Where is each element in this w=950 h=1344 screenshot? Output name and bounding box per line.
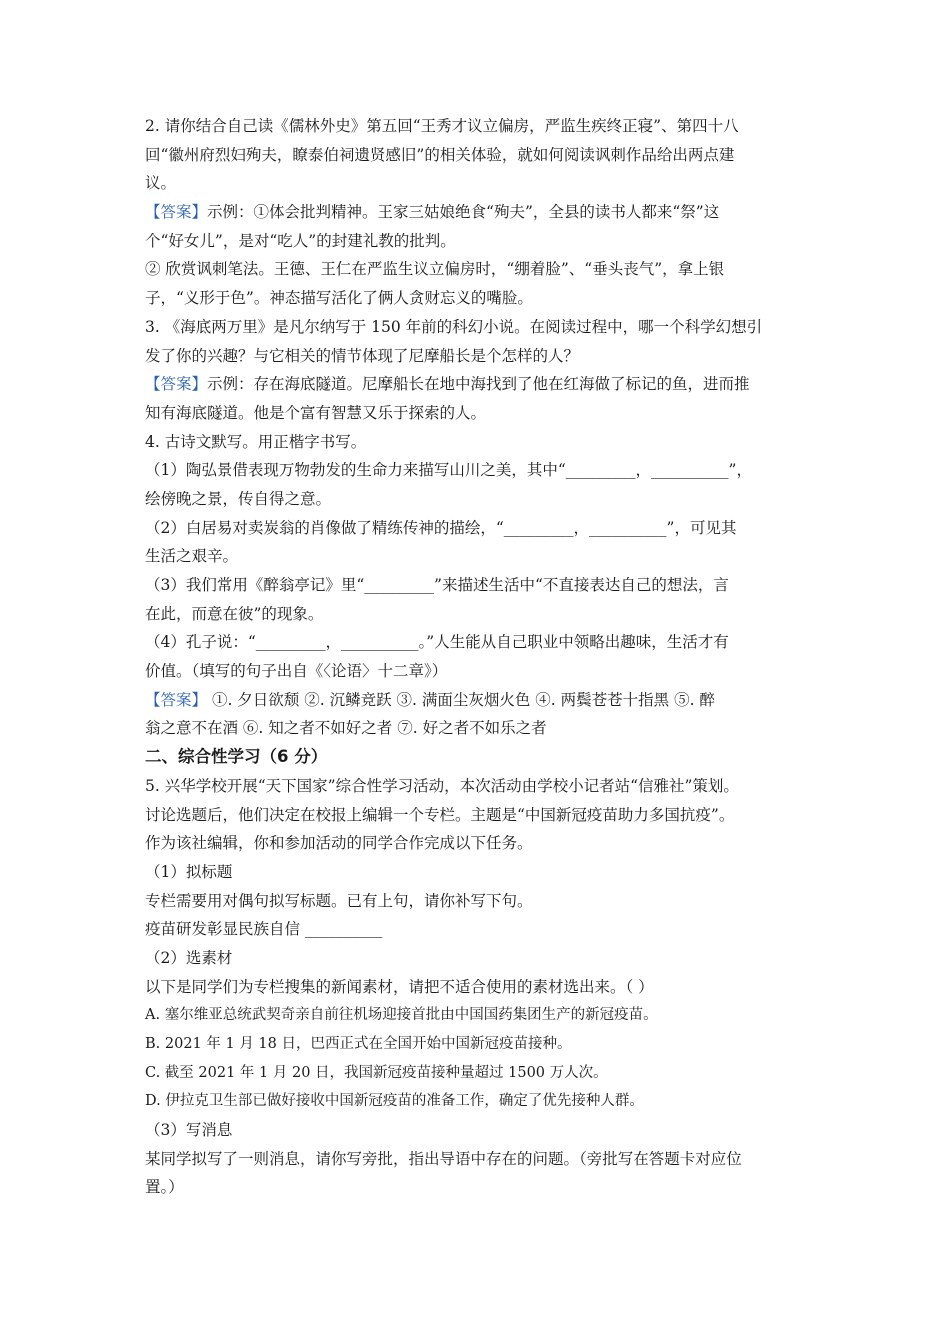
q4-answer-line-1 <box>145 686 810 715</box>
q5-line-3: 作为该社编辑，你和参加活动的同学合作完成以下任务。 <box>145 834 533 853</box>
q4-answer-line-2: 翁之意不在酒 ⑥. 知之者不如好之者 ⑦. 好之者不如乐之者 <box>145 719 547 738</box>
option-a: A. 塞尔维亚总统武契奇亲自前往机场迎接首批由中国国药集团生产的新冠疫苗。 <box>145 1007 658 1024</box>
q2-answer-line-4: 子，“义形于色”。神态描写活化了俩人贪财忘义的嘴脸。 <box>145 289 533 308</box>
answer-tag: 【答案】 <box>145 203 208 222</box>
q5-line-5: 专栏需要用对偶句拟写标题。已有上句，请你补写下句。 <box>145 891 533 910</box>
q4-line-3: 绘傍晚之景，传自得之意。 <box>145 489 332 508</box>
q5-tail-line-3: 置。） <box>145 1178 184 1197</box>
q2-line-1: 2. 请你结合自己读《儒林外史》第五回“王秀才议立偏房，严监生疾终正寝”、第四十八 <box>145 117 739 135</box>
q5-line-7: （2）选素材 <box>145 948 233 967</box>
q4-line-6: （3）我们常用《醉翁亭记》里“_________”来描述生活中“不直接表达自己的想法，言 <box>145 576 729 594</box>
q5-line-2: 讨论选题后，他们决定在校报上编辑一个专栏。主题是“中国新冠疫苗助力多国抗疫”。 <box>145 805 735 824</box>
q5-tail-line-2: 某同学拟写了一则消息，请你写旁批，指出导语中存在的问题。（旁批写在答题卡对应位 <box>145 1149 742 1168</box>
q4-line-1: 4. 古诗文默写。用正楷字书写。 <box>145 432 367 451</box>
q4-answer-text-1: ①. 夕日欲颓 ②. 沉鳞竞跃 ③. 满面尘灰烟火色 ④. 两鬓苍苍十指黑 ⑤. 醉 <box>207 690 715 709</box>
q3-answer-line-2: 知有海底隧道。他是个富有智慧又乐于探索的人。 <box>145 403 487 422</box>
q5-tail-line-1: （3）写消息 <box>145 1121 233 1140</box>
q5-line-6: 疫苗研发彰显民族自信 __________ <box>145 920 383 939</box>
option-b: B. 2021 年 1 月 18 日，巴西正式在全国开始中国新冠疫苗接种。 <box>145 1036 572 1052</box>
q3-line-2: 发了你的兴趣？与它相关的情节体现了尼摩船长是个怎样的人？ <box>145 346 580 365</box>
q3-answer-line-1 <box>145 370 810 399</box>
q4-line-9: 价值。（填写的句子出自《〈论语〉十二章》） <box>145 662 448 681</box>
q5-line-8: 以下是同学们为专栏搜集的新闻素材，请把不适合使用的素材选出来。（ ） <box>145 977 654 996</box>
q5-line-4: （1）拟标题 <box>145 862 233 881</box>
section-heading: 二、综合性学习（6 分） <box>145 747 328 767</box>
document-page <box>145 112 810 1202</box>
q4-line-4: （2）白居易对卖炭翁的肖像做了精练传神的描绘，“_________，__________”，可见其 <box>145 518 737 537</box>
q2-answer-line-2: 个“好女儿”，是对“吃人”的封建礼教的批判。 <box>145 231 456 250</box>
q3-answer-text-1: 示例：存在海底隧道。尼摩船长在地中海找到了他在红海做了标记的鱼，进而推 <box>207 375 750 394</box>
q4-line-8: （4）孔子说：“_________，__________。”人生能从自己职业中领略出趣味，生活才有 <box>145 633 729 652</box>
q3-line-1: 3. 《海底两万里》是凡尔纳写于 150 年前的科幻小说。在阅读过程中，哪一个科学幻想引 <box>145 317 763 336</box>
q2-line-2: 回“徽州府烈妇殉夫，瞭泰伯祠遗贤感旧”的相关体验，就如何阅读讽刺作品给出两点建 <box>145 145 735 164</box>
q5-line-1: 5. 兴华学校开展“天下国家”综合性学习活动，本次活动由学校小记者站“信雅社”策划。 <box>145 776 739 795</box>
q2-answer-text-1: 示例：①体会批判精神。王家三姑娘绝食“殉夫”，全县的读书人都来“祭”这 <box>207 203 720 222</box>
q2-line-3: 议。 <box>145 174 177 193</box>
q4-line-5: 生活之艰辛。 <box>145 547 239 566</box>
answer-tag: 【答案】 <box>145 690 208 709</box>
q2-answer-line-3: ② 欣赏讽刺笔法。王德、王仁在严监生议立偏房时，“绷着脸”、“垂头丧气”，拿上银 <box>145 260 725 279</box>
answer-tag: 【答案】 <box>145 375 208 394</box>
q2-answer-line-1 <box>145 198 810 227</box>
option-d: D. 伊拉克卫生部已做好接收中国新冠疫苗的准备工作，确定了优先接种人群。 <box>145 1093 644 1110</box>
option-c: C. 截至 2021 年 1 月 20 日，我国新冠疫苗接种量超过 1500 万人次。 <box>145 1064 608 1081</box>
q4-line-2: （1）陶弘景借表现万物勃发的生命力来描写山川之美，其中“_________，__________”， <box>145 461 752 480</box>
q4-line-7: 在此，而意在彼”的现象。 <box>145 604 324 623</box>
